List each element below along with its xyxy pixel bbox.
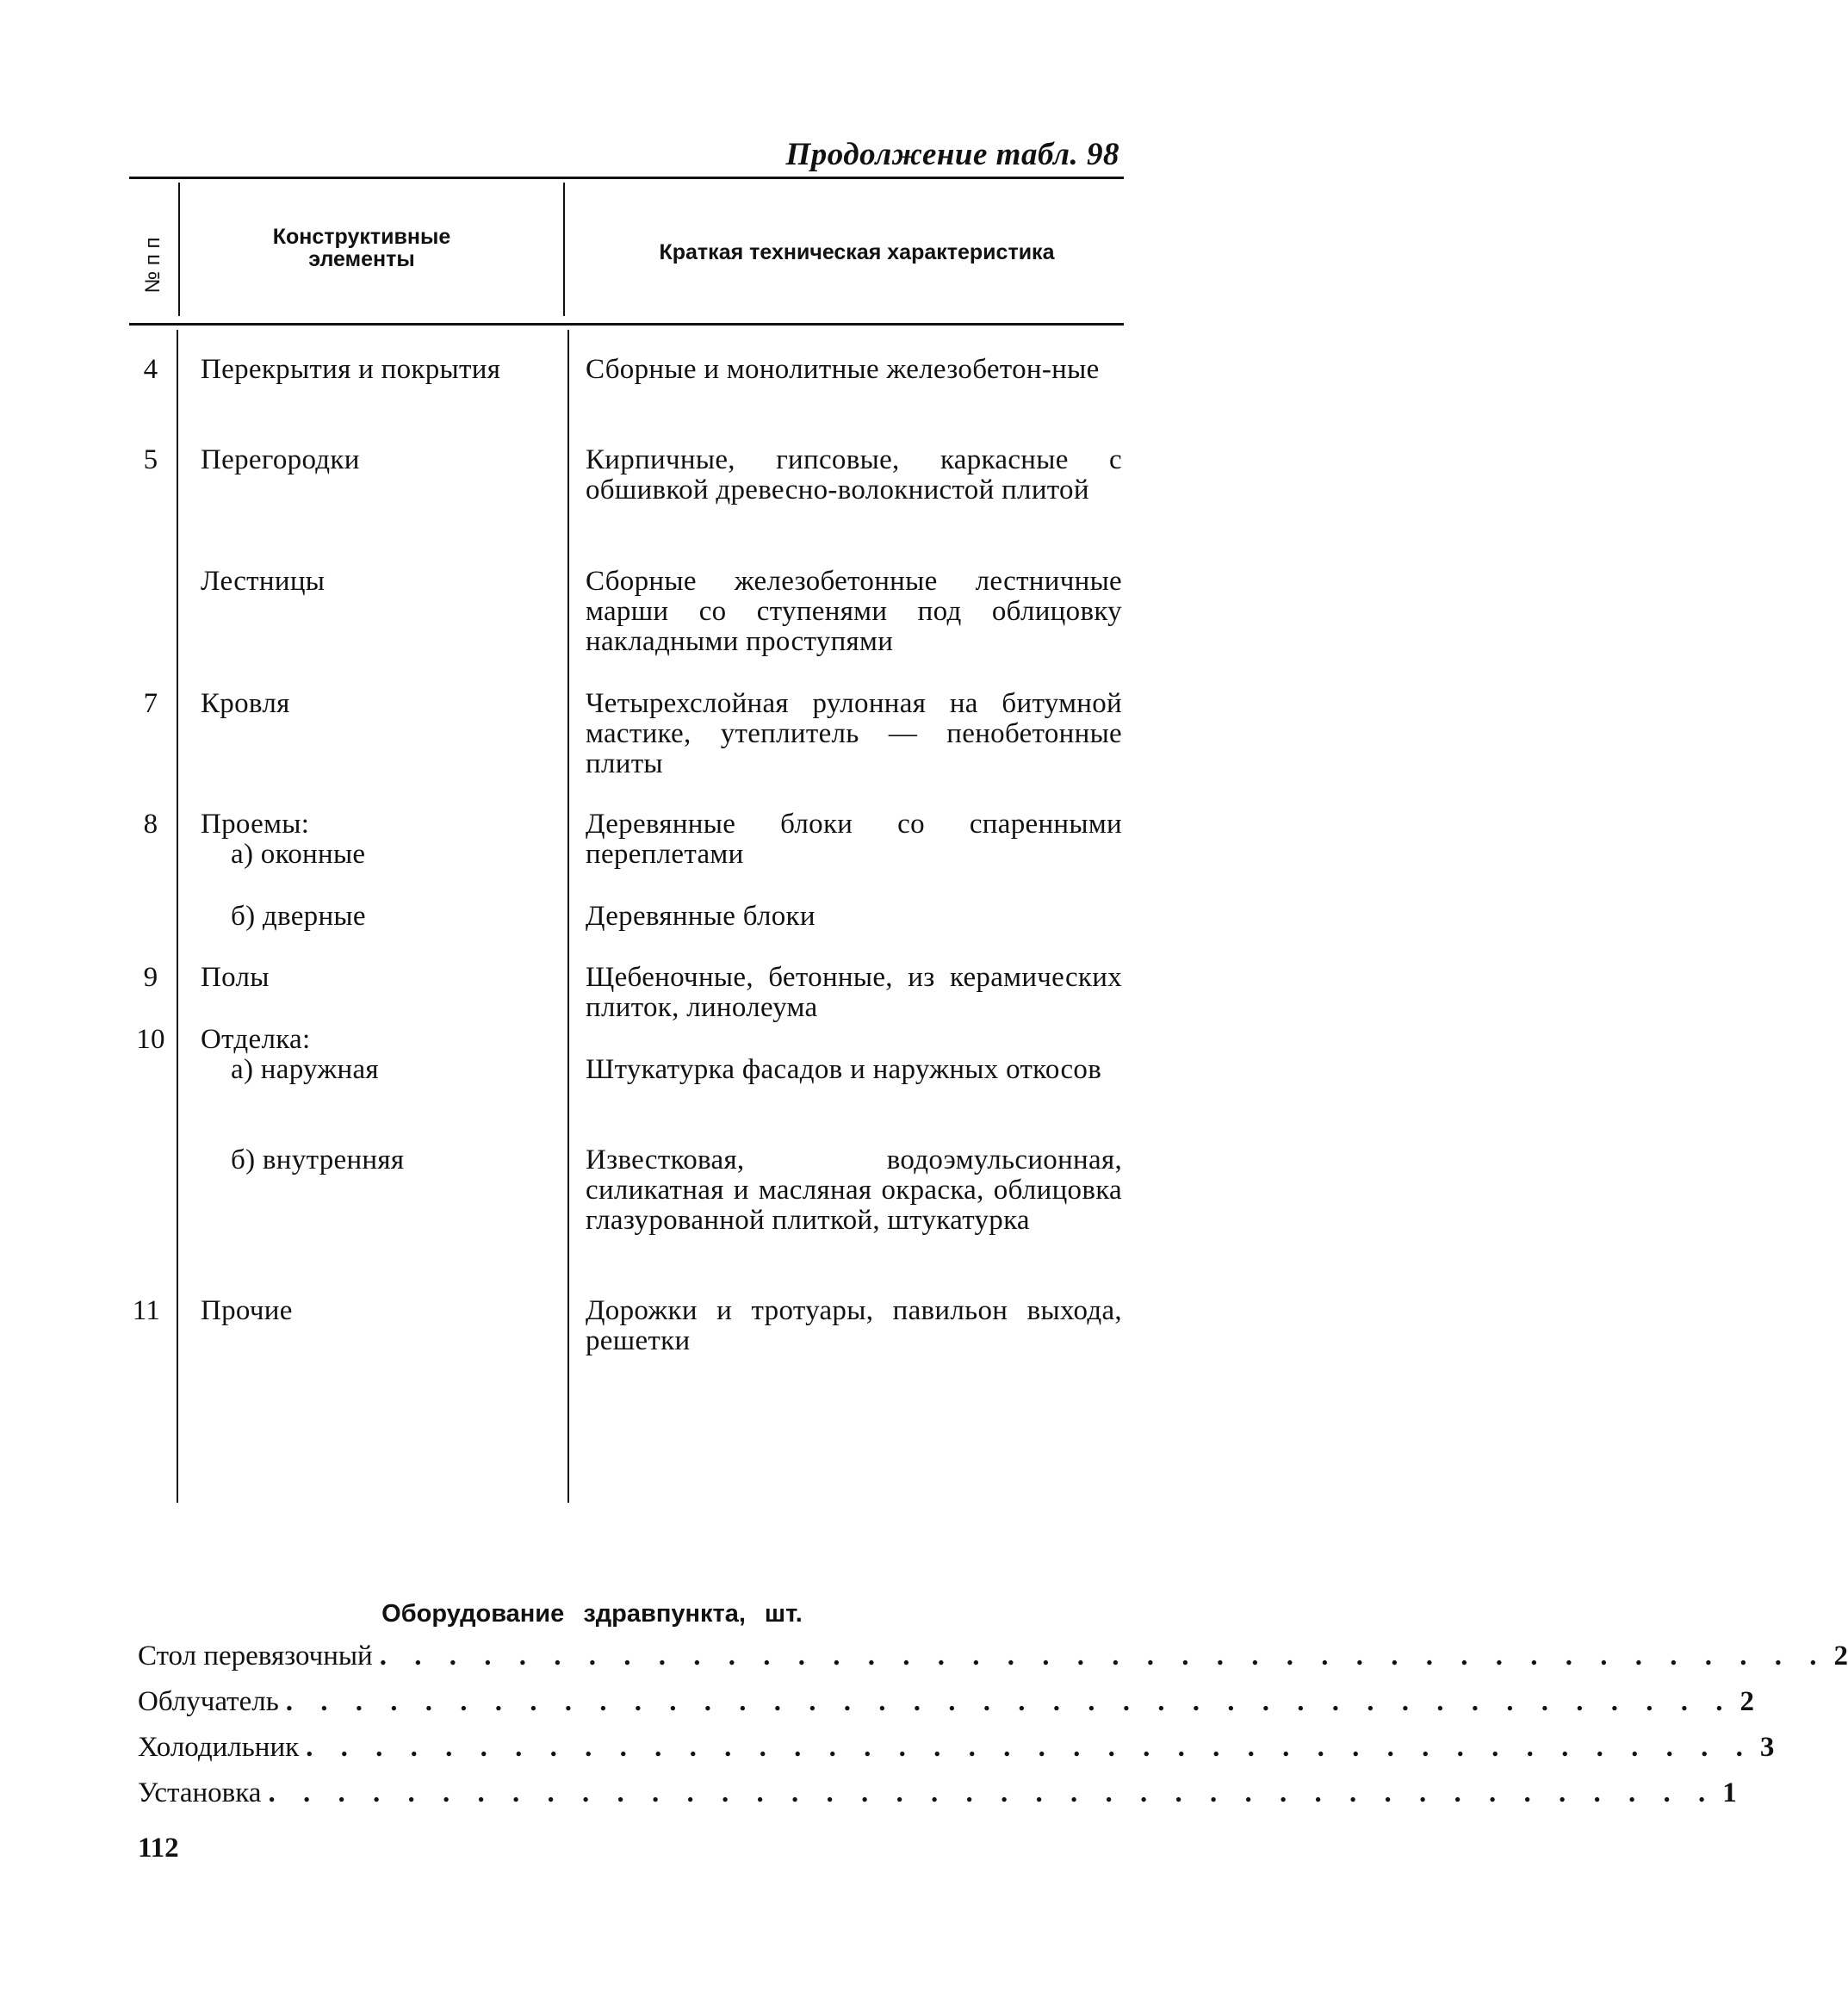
row-number: 10 bbox=[136, 1024, 165, 1055]
row-element: Полы bbox=[201, 962, 270, 993]
equipment-title: Оборудование здравпункта, шт. bbox=[381, 1600, 803, 1628]
table-continuation-caption: Продолжение табл. 98 bbox=[785, 137, 1119, 172]
equipment-item-qty: 3 bbox=[1759, 1732, 1775, 1763]
row-subelement: а) наружная bbox=[231, 1054, 379, 1085]
row-number: 7 bbox=[143, 688, 158, 719]
row-number: 11 bbox=[132, 1295, 161, 1326]
leader-dots: . . . . . . . . . . . . . . . . . . . . . . . . . . . . . . . . . . . . . . . . . . bbox=[306, 1732, 1753, 1763]
equipment-item-qty: 2 bbox=[1833, 1641, 1848, 1672]
equipment-item-name: Холодильник bbox=[138, 1732, 300, 1763]
column-header-elements: Конструктивные элементы bbox=[272, 225, 451, 271]
row-subelement: б) внутренняя bbox=[231, 1144, 405, 1175]
header-divider-right bbox=[563, 183, 565, 316]
row-characteristic: Четырехслойная рулонная на битумной мастике, утеплитель — пенобетонные плиты bbox=[586, 688, 1122, 779]
row-element: Отделка: bbox=[201, 1024, 311, 1055]
row-characteristic: Кирпичные, гипсовые, каркасные с обшивкой древесно-волокнистой плитой bbox=[586, 444, 1122, 506]
row-element: Кровля bbox=[201, 688, 290, 719]
row-number: 8 bbox=[143, 809, 158, 840]
column-header-number: № п п bbox=[141, 236, 164, 294]
row-characteristic: Штукатурка фасадов и наружных откосов bbox=[586, 1054, 1102, 1085]
row-characteristic: Деревянные блоки со спаренными переплетами bbox=[586, 809, 1122, 870]
row-characteristic: Щебеночные, бетонные, из керамических плиток, линолеума bbox=[586, 962, 1122, 1023]
body-divider-left bbox=[177, 330, 178, 1503]
row-number: 9 bbox=[143, 962, 158, 993]
equipment-item bbox=[138, 1732, 1775, 1766]
equipment-item bbox=[138, 1641, 1848, 1675]
equipment-item-name: Установка bbox=[138, 1777, 262, 1808]
row-element: Лестницы bbox=[201, 566, 326, 597]
leader-dots: . . . . . . . . . . . . . . . . . . . . . . . . . . . . . . . . . . . . . . . . . . bbox=[285, 1686, 1733, 1717]
equipment-item-name: Стол перевязочный bbox=[138, 1641, 373, 1672]
row-element: Проемы: bbox=[201, 809, 310, 840]
table-top-rule bbox=[129, 177, 1124, 179]
row-element: Перекрытия и покрытия bbox=[201, 354, 501, 385]
row-subelement: а) оконные bbox=[231, 839, 366, 870]
row-number: 4 bbox=[143, 354, 158, 385]
table-header-bottom-rule bbox=[129, 323, 1124, 326]
row-characteristic: Известковая, водоэмульсионная, силикатная и масляная окраска, облицовка глазурованной плиткой, штукатурка bbox=[586, 1144, 1122, 1236]
row-characteristic: Деревянные блоки bbox=[586, 901, 815, 932]
leader-dots: . . . . . . . . . . . . . . . . . . . . . . . . . . . . . . . . . . . . . . . . . . bbox=[379, 1641, 1827, 1672]
row-characteristic: Сборные и монолитные железобетон-ные bbox=[586, 354, 1100, 385]
row-subelement: б) дверные bbox=[231, 901, 366, 932]
column-header-characteristic: Краткая техническая характеристика bbox=[659, 240, 1055, 264]
equipment-item-qty: 2 bbox=[1739, 1686, 1754, 1717]
equipment-item bbox=[138, 1686, 1754, 1721]
leader-dots: . . . . . . . . . . . . . . . . . . . . . . . . . . . . . . . . . . . . . . . . . . bbox=[268, 1777, 1716, 1808]
equipment-item-qty: 1 bbox=[1722, 1777, 1737, 1808]
equipment-item bbox=[138, 1777, 1737, 1812]
row-characteristic: Сборные железобетонные лестничные марши со ступенями под облицовку накладными проступями bbox=[586, 566, 1122, 657]
row-element: Прочие bbox=[201, 1295, 293, 1326]
row-characteristic: Дорожки и тротуары, павильон выхода, решетки bbox=[586, 1295, 1122, 1356]
equipment-item-name: Облучатель bbox=[138, 1686, 279, 1717]
page-number: 112 bbox=[138, 1833, 179, 1864]
header-divider-left bbox=[178, 183, 180, 316]
row-element: Перегородки bbox=[201, 444, 360, 475]
row-number: 5 bbox=[143, 444, 158, 475]
